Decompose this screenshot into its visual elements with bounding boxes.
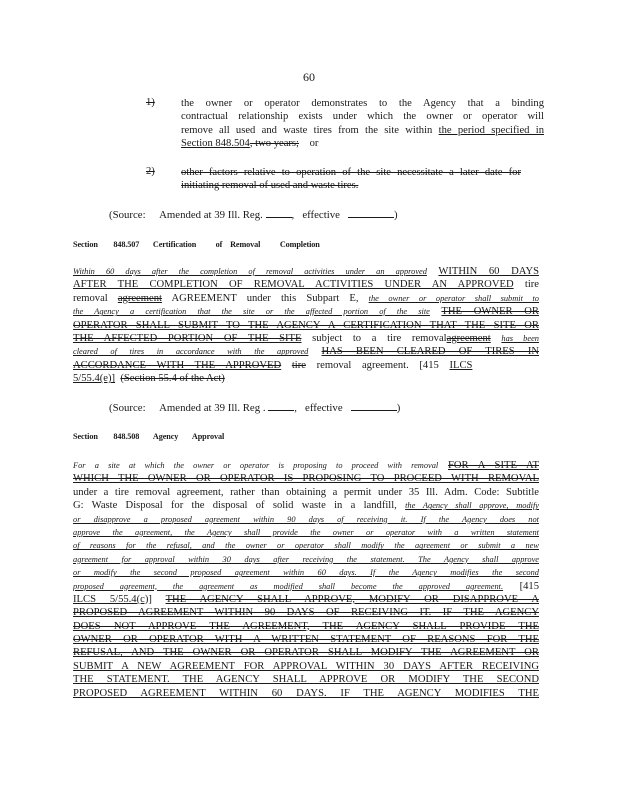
s508-line-15: REFUSAL, AND THE OWNER OR OPERATOR SHALL MODIFY THE AGREEMENT OR (73, 647, 539, 659)
s508-line-11: ILCS 5/55.4(c)] THE AGENCY SHALL APPROVE, MODIFY OR DISAPPROVE A (73, 593, 539, 605)
s508-line-13: DOES NOT APPROVE THE AGREEMENT, THE AGENCY SHALL PROVIDE THE (73, 620, 539, 632)
s508-line-10: proposed agreement, the agreement as modified shall become the approved agreement. [415 (73, 580, 539, 592)
effective-date-blank-2 (351, 401, 397, 411)
effective-date-blank (348, 208, 394, 218)
item-1-line-2: contractual relationship exists under which the owner or operator will (181, 111, 544, 123)
s507-line-7: cleared of tires in accordance with the approved HAS BEEN CLEARED OF TIRES IN (73, 346, 539, 358)
s508-line-6: approve the agreement, the Agency shall provide the owner or operator with a written statement (73, 527, 539, 537)
source-note-2: (Source: Amended at 39 Ill. Reg . , effective ) (109, 402, 401, 414)
s508-line-7: of reasons for the refusal, and the owner or operator shall modify the agreement or submit a new (73, 541, 539, 551)
s508-line-1: For a site at which the owner or operator is proposing to proceed with removal FOR A SITE AT (73, 460, 539, 471)
item-1-line-4: Section 848.504, two years; or (181, 138, 319, 150)
section-507-heading: Section 848.507 Certification of Removal Completion (73, 240, 320, 249)
period-specified-insert: the period specified in (438, 124, 544, 136)
source-note-1: (Source: Amended at 39 Ill. Reg. , effective ) (109, 209, 398, 221)
reg-number-blank (266, 208, 292, 218)
item-2-number: 2) (146, 166, 155, 177)
s508-line-5: or disapprove a proposed agreement within 90 days of receiving it. If the Agency does not (73, 514, 539, 524)
s508-line-2: WHICH THE OWNER OR OPERATOR IS PROPOSING TO PROCEED WITH REMOVAL (73, 473, 539, 485)
page-number: 60 (303, 70, 315, 84)
item-2-text (181, 166, 521, 193)
s507-line-5: OPERATOR SHALL SUBMIT TO THE AGENCY A CERTIFICATION THAT THE SITE OR (73, 319, 539, 331)
s507-line-9: 5/55.4(e)] (Section 55.4 of the Act) (73, 373, 225, 385)
s508-line-14: OWNER OR OPERATOR WITH A WRITTEN STATEMENT OF REASONS FOR THE (73, 634, 539, 646)
section-508-body (73, 459, 539, 700)
two-years-deleted: , two years; (249, 138, 299, 150)
s507-line-2: AFTER THE COMPLETION OF REMOVAL ACTIVITIES UNDER AN APPROVED tire (73, 279, 539, 291)
s507-line-8: ACCORDANCE WITH THE APPROVED tire removal agreement. [415 ILCS (73, 359, 473, 371)
item-1-number: 1) (146, 97, 155, 108)
s508-line-9: or modify the second proposed agreement within 60 days. If the Agency modifies the second (73, 568, 539, 578)
item-2-line-1: other factors relative to operation of the site necessitate a later date for (181, 167, 521, 178)
s507-line-4: the Agency a certification that the site or the affected portion of the site THE OWNER OR (73, 306, 539, 318)
s508-line-12: PROPOSED AGREEMENT WITHIN 90 DAYS OF RECEIVING IT. IF THE AGENCY (73, 607, 539, 619)
s508-line-8: agreement for approval within 30 days after receiving the statement. The Agency shall approve (73, 554, 539, 564)
item-1-line-3: remove all used and waste tires from the site within the period specified in (181, 124, 544, 136)
section-507-body (73, 265, 539, 386)
s508-line-16: SUBMIT A NEW AGREEMENT FOR APPROVAL WITHIN 30 DAYS AFTER RECEIVING (73, 660, 539, 672)
s508-line-3: under a tire removal agreement, rather than obtaining a permit under 35 Ill. Adm. Code: Subtitle (73, 486, 539, 498)
section-ref-insert: Section 848.504 (181, 138, 250, 150)
s508-line-17: THE STATEMENT. THE AGENCY SHALL APPROVE OR MODIFY THE SECOND (73, 674, 539, 686)
s507-line-3: removal agreement AGREEMENT under this Subpart E, the owner or operator shall submit to (73, 292, 539, 304)
s508-line-4: G: Waste Disposal for the disposal of solid waste in a landfill, the Agency shall approve, modify (73, 500, 539, 512)
s508-line-18: PROPOSED AGREEMENT WITHIN 60 DAYS. IF THE AGENCY MODIFIES THE (73, 687, 539, 699)
item-1-line-1: the owner or operator demonstrates to the Agency that a binding (181, 98, 544, 109)
item-1-text (181, 97, 544, 151)
s507-line-6: THE AFFECTED PORTION OF THE SITE subject to a tire removalagreement has been (73, 332, 539, 344)
item-2-line-2: initiating removal of used and waste tires. (181, 180, 359, 192)
section-508-heading: Section 848.508 Agency Approval (73, 432, 225, 441)
reg-number-blank-2 (268, 401, 294, 411)
s507-line-1: Within 60 days after the completion of removal activities under an approved WITHIN 60 DAYS (73, 266, 539, 277)
